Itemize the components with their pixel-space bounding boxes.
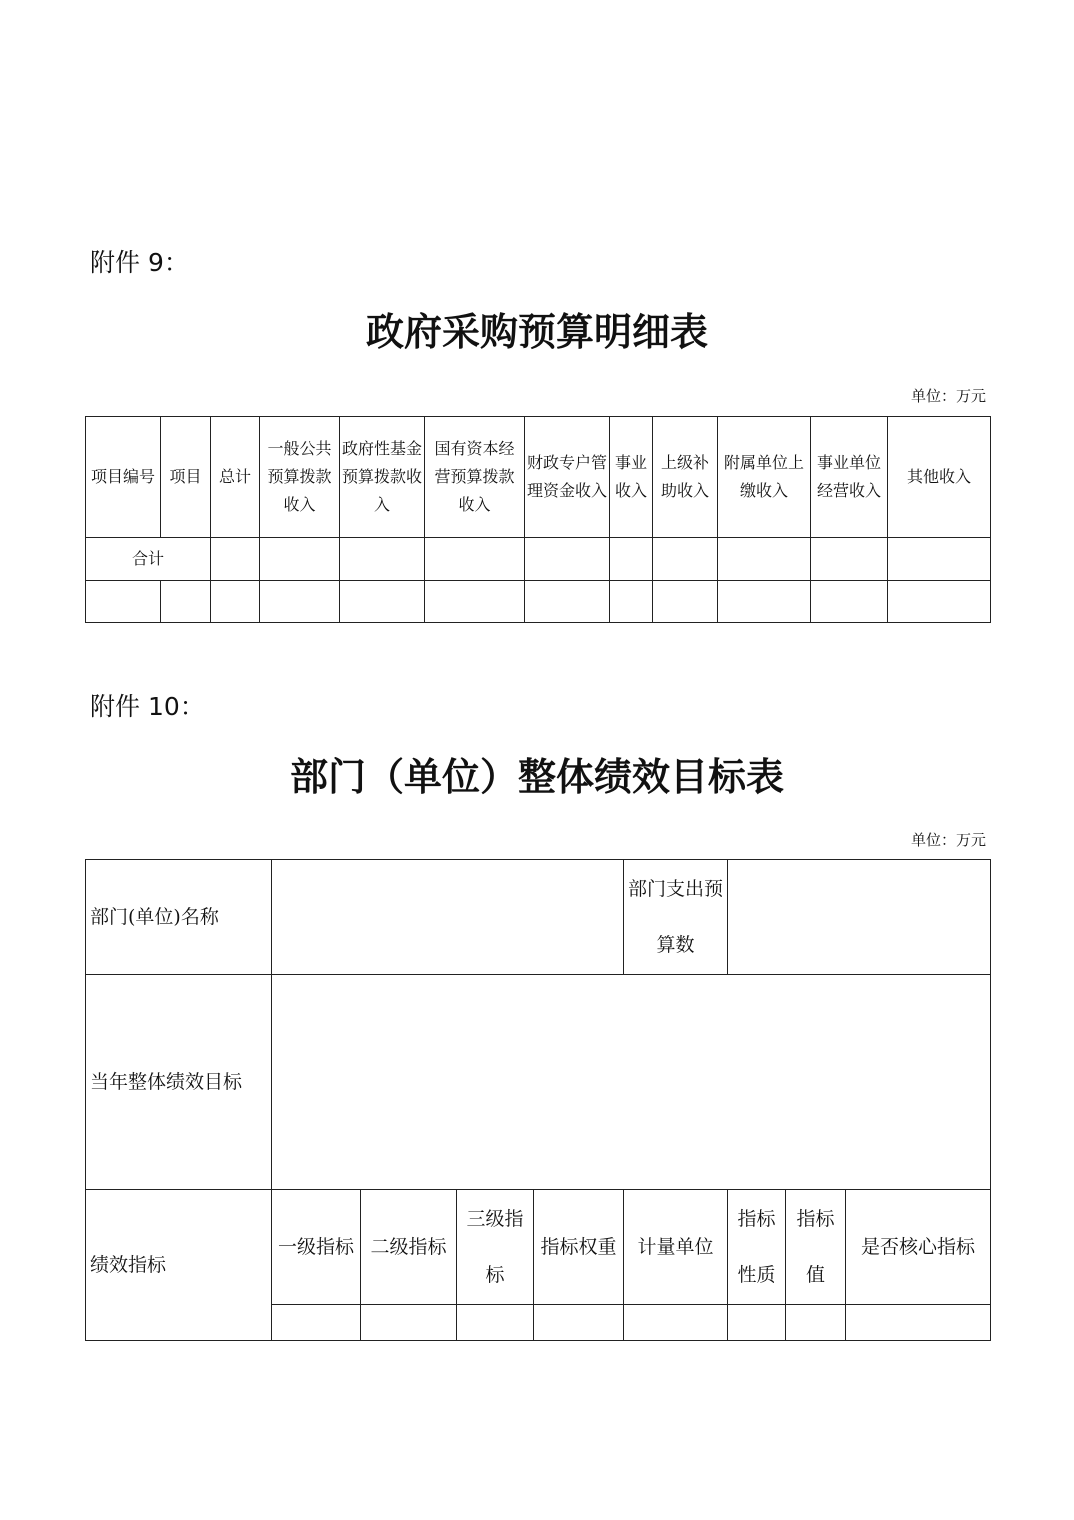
table-cell[interactable] bbox=[610, 538, 653, 581]
dept-info-row bbox=[86, 860, 991, 975]
col-header-superior-subsidy: 上级补助收入 bbox=[653, 417, 718, 538]
table-cell[interactable] bbox=[888, 581, 991, 623]
dept-name-label: 部门(单位)名称 bbox=[86, 860, 272, 975]
annual-goal-label: 当年整体绩效目标 bbox=[86, 975, 272, 1190]
annex-10-label: 附件 10： bbox=[90, 692, 205, 721]
col-header-special-fund: 财政专户管理资金收入 bbox=[525, 417, 610, 538]
performance-goal-title: 部门（单位）整体绩效目标表 bbox=[289, 754, 784, 799]
col-header-project-no: 项目编号 bbox=[86, 417, 161, 538]
annex-9-label: 附件 9： bbox=[90, 248, 189, 277]
table-header-row bbox=[86, 417, 991, 538]
col-header-other-income: 其他收入 bbox=[888, 417, 991, 538]
table-cell[interactable] bbox=[425, 581, 525, 623]
table-cell[interactable] bbox=[811, 581, 888, 623]
col-header-project: 项目 bbox=[161, 417, 211, 538]
table-row bbox=[86, 581, 991, 623]
col-header-operating-income: 事业单位经营收入 bbox=[811, 417, 888, 538]
col-header-business-income: 事业收入 bbox=[610, 417, 653, 538]
table-cell[interactable] bbox=[653, 581, 718, 623]
table-cell[interactable] bbox=[457, 1305, 534, 1341]
table-cell[interactable] bbox=[260, 581, 340, 623]
table-cell[interactable] bbox=[888, 538, 991, 581]
table-cell[interactable] bbox=[786, 1305, 846, 1341]
annual-goal-row bbox=[86, 975, 991, 1190]
table-cell[interactable] bbox=[525, 581, 610, 623]
table-cell[interactable] bbox=[161, 581, 211, 623]
total-row-label: 合计 bbox=[86, 538, 211, 581]
annual-goal-value[interactable] bbox=[272, 975, 991, 1190]
col-header-indicator-weight: 指标权重 bbox=[534, 1190, 624, 1305]
col-header-state-capital: 国有资本经营预算拨款收入 bbox=[425, 417, 525, 538]
table-cell[interactable] bbox=[624, 1305, 728, 1341]
col-header-level1-indicator: 一级指标 bbox=[272, 1190, 361, 1305]
dept-budget-value[interactable] bbox=[728, 860, 991, 975]
procurement-budget-table bbox=[85, 416, 991, 623]
table-cell[interactable] bbox=[260, 538, 340, 581]
table-cell[interactable] bbox=[811, 538, 888, 581]
col-header-gov-fund: 政府性基金预算拨款收入 bbox=[340, 417, 425, 538]
performance-unit-note: 单位：万元 bbox=[910, 831, 986, 849]
table-cell[interactable] bbox=[718, 581, 811, 623]
col-header-measurement-unit: 计量单位 bbox=[624, 1190, 728, 1305]
indicator-header-row bbox=[86, 1190, 991, 1305]
table-cell[interactable] bbox=[272, 1305, 361, 1341]
table-cell[interactable] bbox=[211, 581, 260, 623]
table-cell[interactable] bbox=[718, 538, 811, 581]
table-cell[interactable] bbox=[610, 581, 653, 623]
table-cell[interactable] bbox=[653, 538, 718, 581]
table-cell[interactable] bbox=[361, 1305, 457, 1341]
table-cell[interactable] bbox=[425, 538, 525, 581]
procurement-budget-title: 政府采购预算明细表 bbox=[365, 309, 708, 354]
table-cell[interactable] bbox=[728, 1305, 786, 1341]
dept-budget-label: 部门支出预算数 bbox=[624, 860, 728, 975]
table-cell[interactable] bbox=[86, 581, 161, 623]
col-header-level2-indicator: 二级指标 bbox=[361, 1190, 457, 1305]
table-cell[interactable] bbox=[340, 581, 425, 623]
col-header-core-indicator: 是否核心指标 bbox=[846, 1190, 991, 1305]
col-header-affiliated-payment: 附属单位上缴收入 bbox=[718, 417, 811, 538]
col-header-general-budget: 一般公共预算拨款收入 bbox=[260, 417, 340, 538]
table-cell[interactable] bbox=[534, 1305, 624, 1341]
col-header-indicator-value: 指标值 bbox=[786, 1190, 846, 1305]
procurement-unit-note: 单位：万元 bbox=[910, 387, 986, 405]
col-header-total: 总计 bbox=[211, 417, 260, 538]
total-row bbox=[86, 538, 991, 581]
performance-goal-table bbox=[85, 859, 991, 1341]
table-cell[interactable] bbox=[525, 538, 610, 581]
table-cell[interactable] bbox=[340, 538, 425, 581]
dept-name-value[interactable] bbox=[272, 860, 624, 975]
col-header-indicator-nature: 指标性质 bbox=[728, 1190, 786, 1305]
indicators-label: 绩效指标 bbox=[86, 1190, 272, 1341]
col-header-level3-indicator: 三级指标 bbox=[457, 1190, 534, 1305]
table-cell[interactable] bbox=[211, 538, 260, 581]
table-cell[interactable] bbox=[846, 1305, 991, 1341]
